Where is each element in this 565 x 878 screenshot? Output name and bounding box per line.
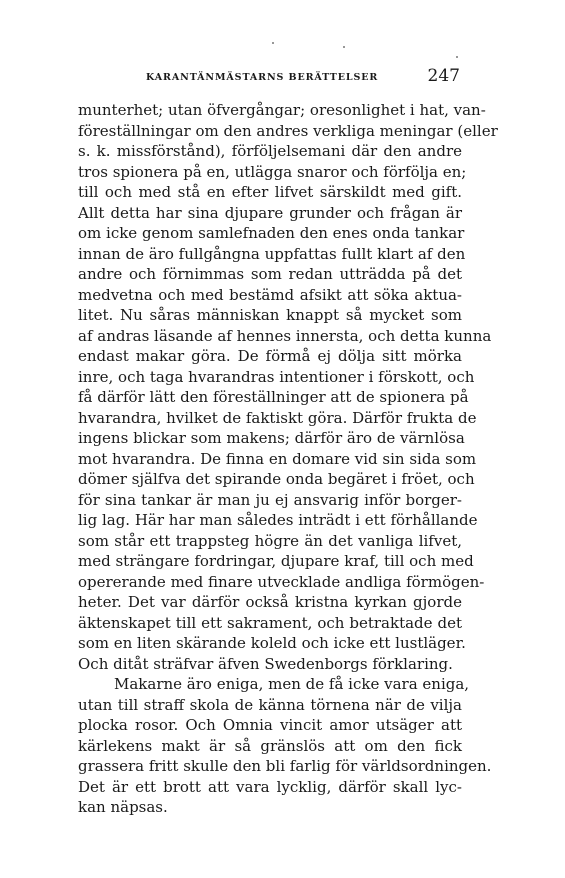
text-line: till och med stå en efter lifvet särskildt med gift. xyxy=(78,183,462,201)
text-line: utan till straff skola de känna törnena när de vilja xyxy=(78,695,462,714)
text-line: litet. Nu såras människan knappt så mycket som xyxy=(78,306,462,324)
text-line: om icke genom samlefnaden den enes onda tankar xyxy=(78,224,465,242)
text-line: lig lag. Här har man således inträdt i ett förhållande xyxy=(78,511,478,529)
body-text xyxy=(78,100,498,818)
text-line: innan de äro fullgångna uppfattas fullt klart af den xyxy=(78,244,466,263)
text-line: hvarandra, hvilket de faktiskt göra. Därför frukta de xyxy=(78,408,477,427)
text-line: andre och förnimmas som redan utträdda på det xyxy=(78,265,462,283)
text-line: heter. Det var därför också kristna kyrkan gjorde xyxy=(78,593,462,611)
paragraph xyxy=(78,674,492,818)
text-line: opererande med finare utvecklade andliga förmögen- xyxy=(78,572,485,591)
text-line: Det är ett brott att vara lycklig, därför skall lyc- xyxy=(78,777,462,796)
paper-speck xyxy=(272,42,274,44)
text-line: af andras läsande af hennes innersta, och detta kunna xyxy=(78,326,492,345)
text-line: kan näpsas. xyxy=(78,798,168,816)
page-number: 247 xyxy=(427,66,460,86)
text-line: grassera fritt skulle den bli farlig för världsordningen. xyxy=(78,757,492,775)
text-line: s. k. missförstånd), förföljelsemani där den andre xyxy=(78,142,462,160)
text-line: Allt detta har sina djupare grunder och frågan är xyxy=(78,203,462,222)
text-line: med strängare fordringar, djupare kraf, till och med xyxy=(78,552,474,570)
text-line: munterhet; utan öfvergångar; oresonlighet i hat, van- xyxy=(78,101,486,119)
text-line: dömer själfva det spirande onda begäret i fröet, och xyxy=(78,470,475,488)
text-line: tros spionera på en, utlägga snaror och förfölja en; xyxy=(78,162,467,181)
text-line: föreställningar om den andres verkliga meningar (eller xyxy=(78,121,498,140)
running-head: KARANTÄNMÄSTARNS BERÄTTELSER xyxy=(146,72,379,83)
text-line: ingens blickar som makens; därför äro de värnlösa xyxy=(78,429,465,447)
page-header xyxy=(84,66,460,88)
text-line: äktenskapet till ett sakrament, och betraktade det xyxy=(78,613,462,632)
text-line: Och ditåt sträfvar äfven Swedenborgs förklaring. xyxy=(78,654,453,673)
text-line: plocka rosor. Och Omnia vincit amor utsäger att xyxy=(78,716,462,734)
text-line: Makarne äro eniga, men de få icke vara eniga, xyxy=(114,675,470,693)
text-line: som en liten skärande koleld och icke ett lustläger. xyxy=(78,634,466,652)
text-line: inre, och taga hvarandras intentioner i förskott, och xyxy=(78,367,475,386)
text-line: få därför lätt den föreställninger att de spionera på xyxy=(78,388,469,406)
text-line: mot hvarandra. De finna en domare vid sin sida som xyxy=(78,449,477,468)
paragraph xyxy=(78,100,498,674)
paper-speck xyxy=(456,56,458,58)
text-line: som står ett trappsteg högre än det vanliga lifvet, xyxy=(78,531,462,550)
text-line: kärlekens makt är så gränslös att om den fick xyxy=(78,736,462,755)
text-line: medvetna och med bestämd afsikt att söka aktua- xyxy=(78,285,462,304)
paper-speck xyxy=(343,46,345,48)
text-line: för sina tankar är man ju ej ansvarig inför borger- xyxy=(78,490,462,509)
text-line: endast makar göra. De förmå ej dölja sitt mörka xyxy=(78,347,462,365)
